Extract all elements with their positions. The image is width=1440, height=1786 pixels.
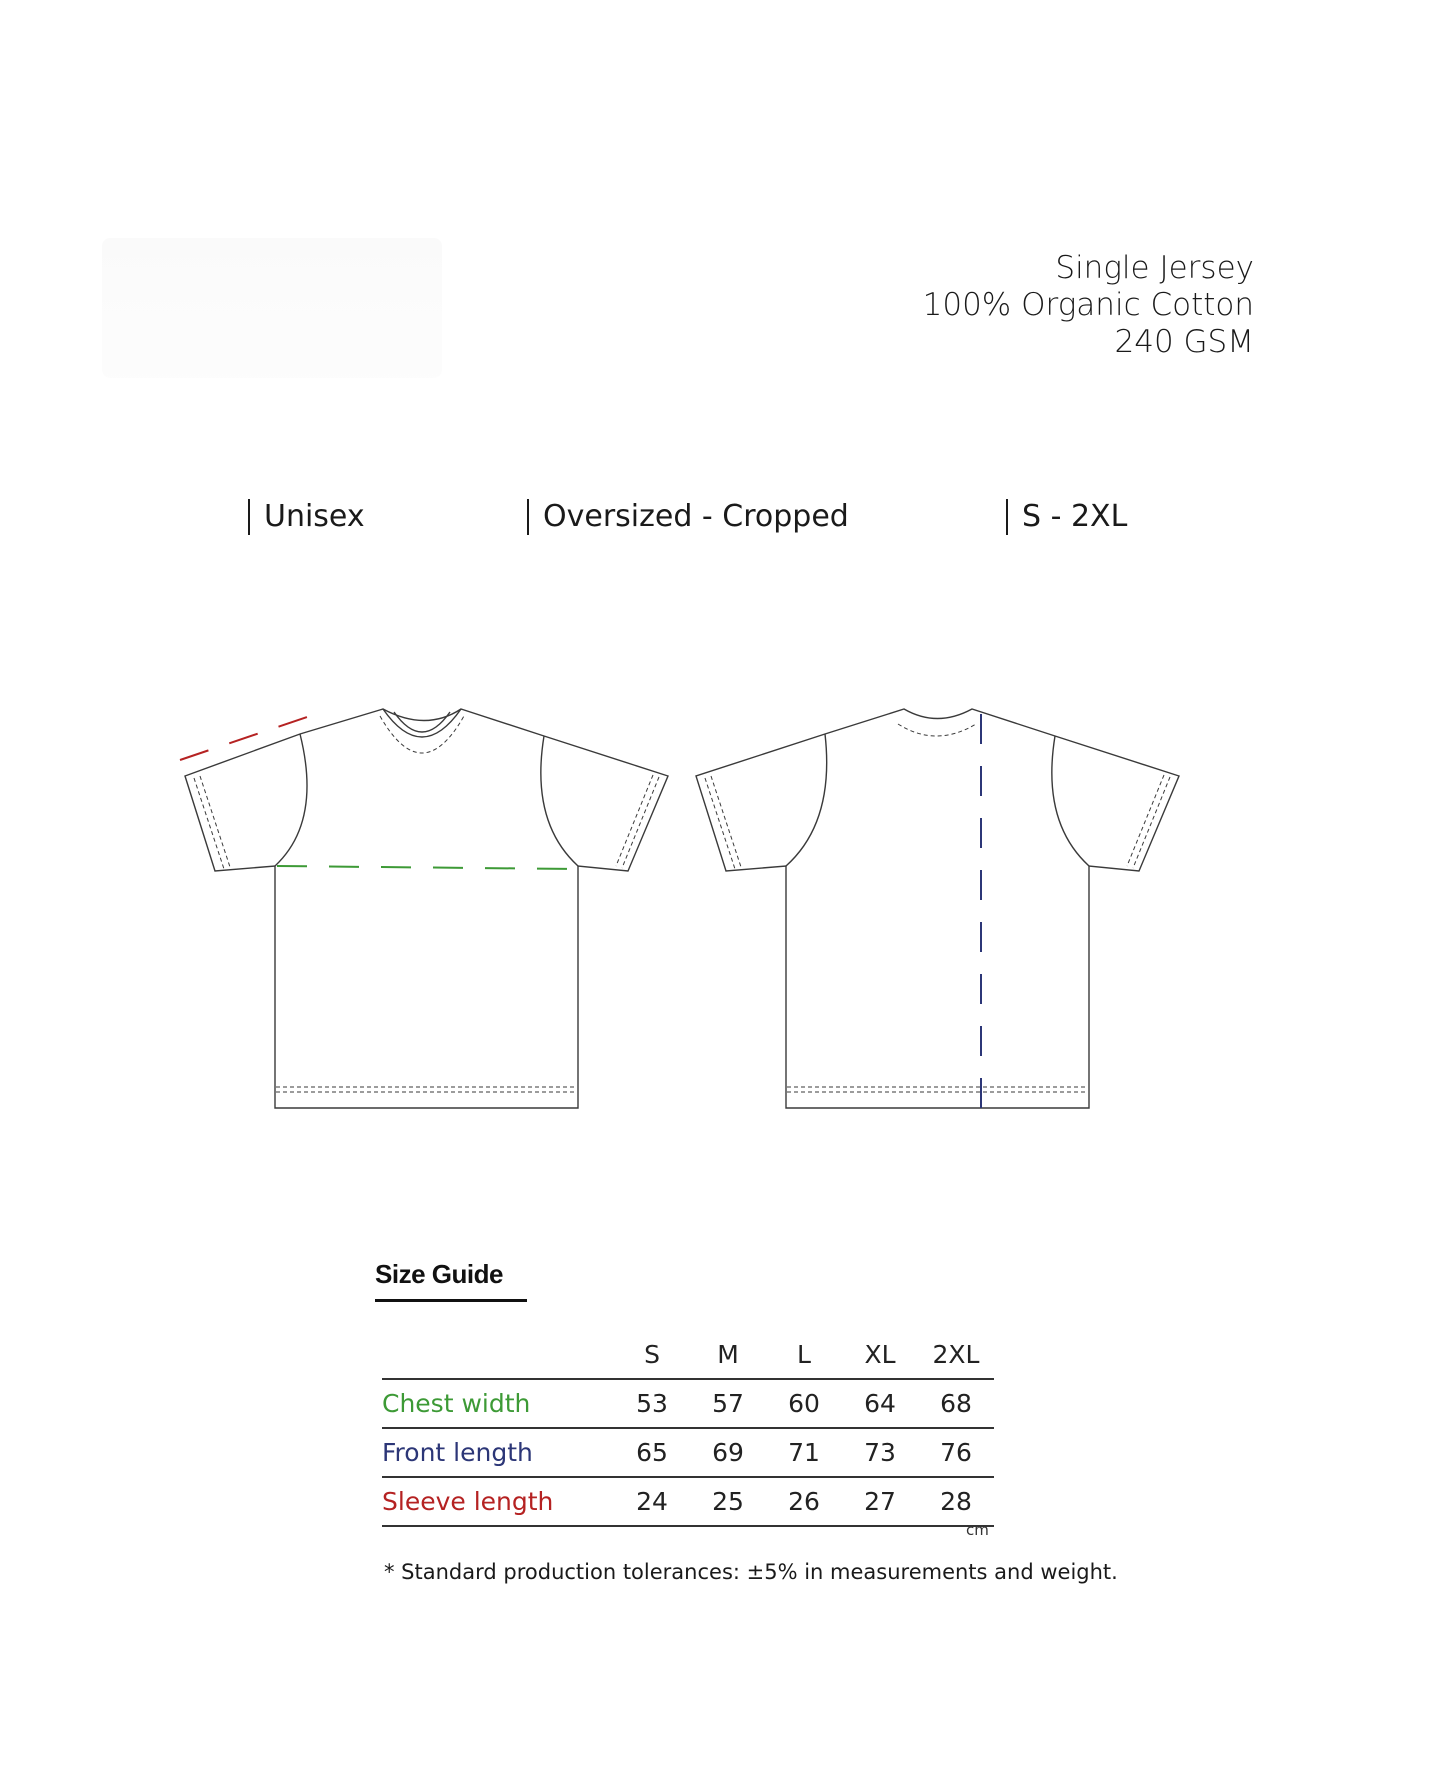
tshirt-front-sleeve-stitch-right-1 (622, 777, 659, 868)
spec-fit-label: Oversized - Cropped (543, 499, 849, 534)
fabric-type: Single Jersey (1055, 250, 1254, 286)
size-guide-table (382, 1330, 994, 1527)
measurement-unit: cm (966, 1521, 989, 1539)
table-cell: 73 (842, 1428, 918, 1477)
table-cell: 76 (918, 1428, 994, 1477)
table-cell: 71 (766, 1428, 842, 1477)
tshirt-front-armhole-left (275, 734, 307, 866)
tshirt-back-outline (696, 709, 1179, 1108)
tshirt-back-collar-stitch (898, 724, 976, 736)
table-cell: 28 (918, 1477, 994, 1526)
row-label-chest-width: Chest width (382, 1379, 614, 1428)
fabric-weight: 240 GSM (1114, 324, 1254, 360)
chest-width-measure-line (277, 866, 577, 869)
table-cell: 65 (614, 1428, 690, 1477)
table-row-chest-width (382, 1379, 994, 1428)
table-cell: 69 (690, 1428, 766, 1477)
tshirt-front-armhole-right (541, 736, 578, 866)
tshirt-front (185, 709, 668, 1108)
table-cell: 53 (614, 1379, 690, 1428)
tshirt-back-armhole-left (786, 734, 827, 866)
tshirt-back-sleeve-stitch-left-2 (711, 776, 741, 867)
tshirt-front-sleeve-stitch-left-2 (200, 776, 230, 867)
table-cell: 25 (690, 1477, 766, 1526)
table-cell: 27 (842, 1477, 918, 1526)
size-header-row (382, 1330, 994, 1379)
table-cell: 64 (842, 1379, 918, 1428)
size-header-empty (382, 1330, 614, 1379)
tshirt-back (696, 709, 1179, 1108)
spec-size-range-label: S - 2XL (1022, 499, 1128, 534)
tshirt-back-armhole-right (1052, 736, 1089, 866)
tshirt-back-sleeve-stitch-right-1 (1133, 777, 1170, 868)
table-row-front-length (382, 1428, 994, 1477)
size-header-xl: XL (842, 1330, 918, 1379)
tshirt-front-sleeve-stitch-right-2 (616, 775, 653, 866)
table-cell: 24 (614, 1477, 690, 1526)
fabric-composition: 100% Organic Cotton (922, 287, 1254, 323)
table-row-sleeve-length (382, 1477, 994, 1526)
tshirt-back-sleeve-stitch-left-1 (705, 778, 735, 869)
tolerance-note: * Standard production tolerances: ±5% in measurements and weight. (384, 1560, 1118, 1584)
row-label-front-length: Front length (382, 1428, 614, 1477)
size-header-m: M (690, 1330, 766, 1379)
tshirt-front-sleeve-stitch-left-1 (194, 778, 224, 869)
size-header-s: S (614, 1330, 690, 1379)
tshirt-back-sleeve-stitch-right-2 (1127, 775, 1164, 866)
size-guide-title: Size Guide (375, 1259, 503, 1289)
table-cell: 68 (918, 1379, 994, 1428)
spec-gender-label: Unisex (264, 499, 365, 534)
row-label-sleeve-length: Sleeve length (382, 1477, 614, 1526)
size-header-l: L (766, 1330, 842, 1379)
table-cell: 60 (766, 1379, 842, 1428)
tshirt-front-collar-rib (394, 712, 450, 732)
size-header-2xl: 2XL (918, 1330, 994, 1379)
size-guide-underline (375, 1299, 527, 1302)
tshirt-front-outline (185, 709, 668, 1108)
table-cell: 57 (690, 1379, 766, 1428)
table-cell: 26 (766, 1477, 842, 1526)
